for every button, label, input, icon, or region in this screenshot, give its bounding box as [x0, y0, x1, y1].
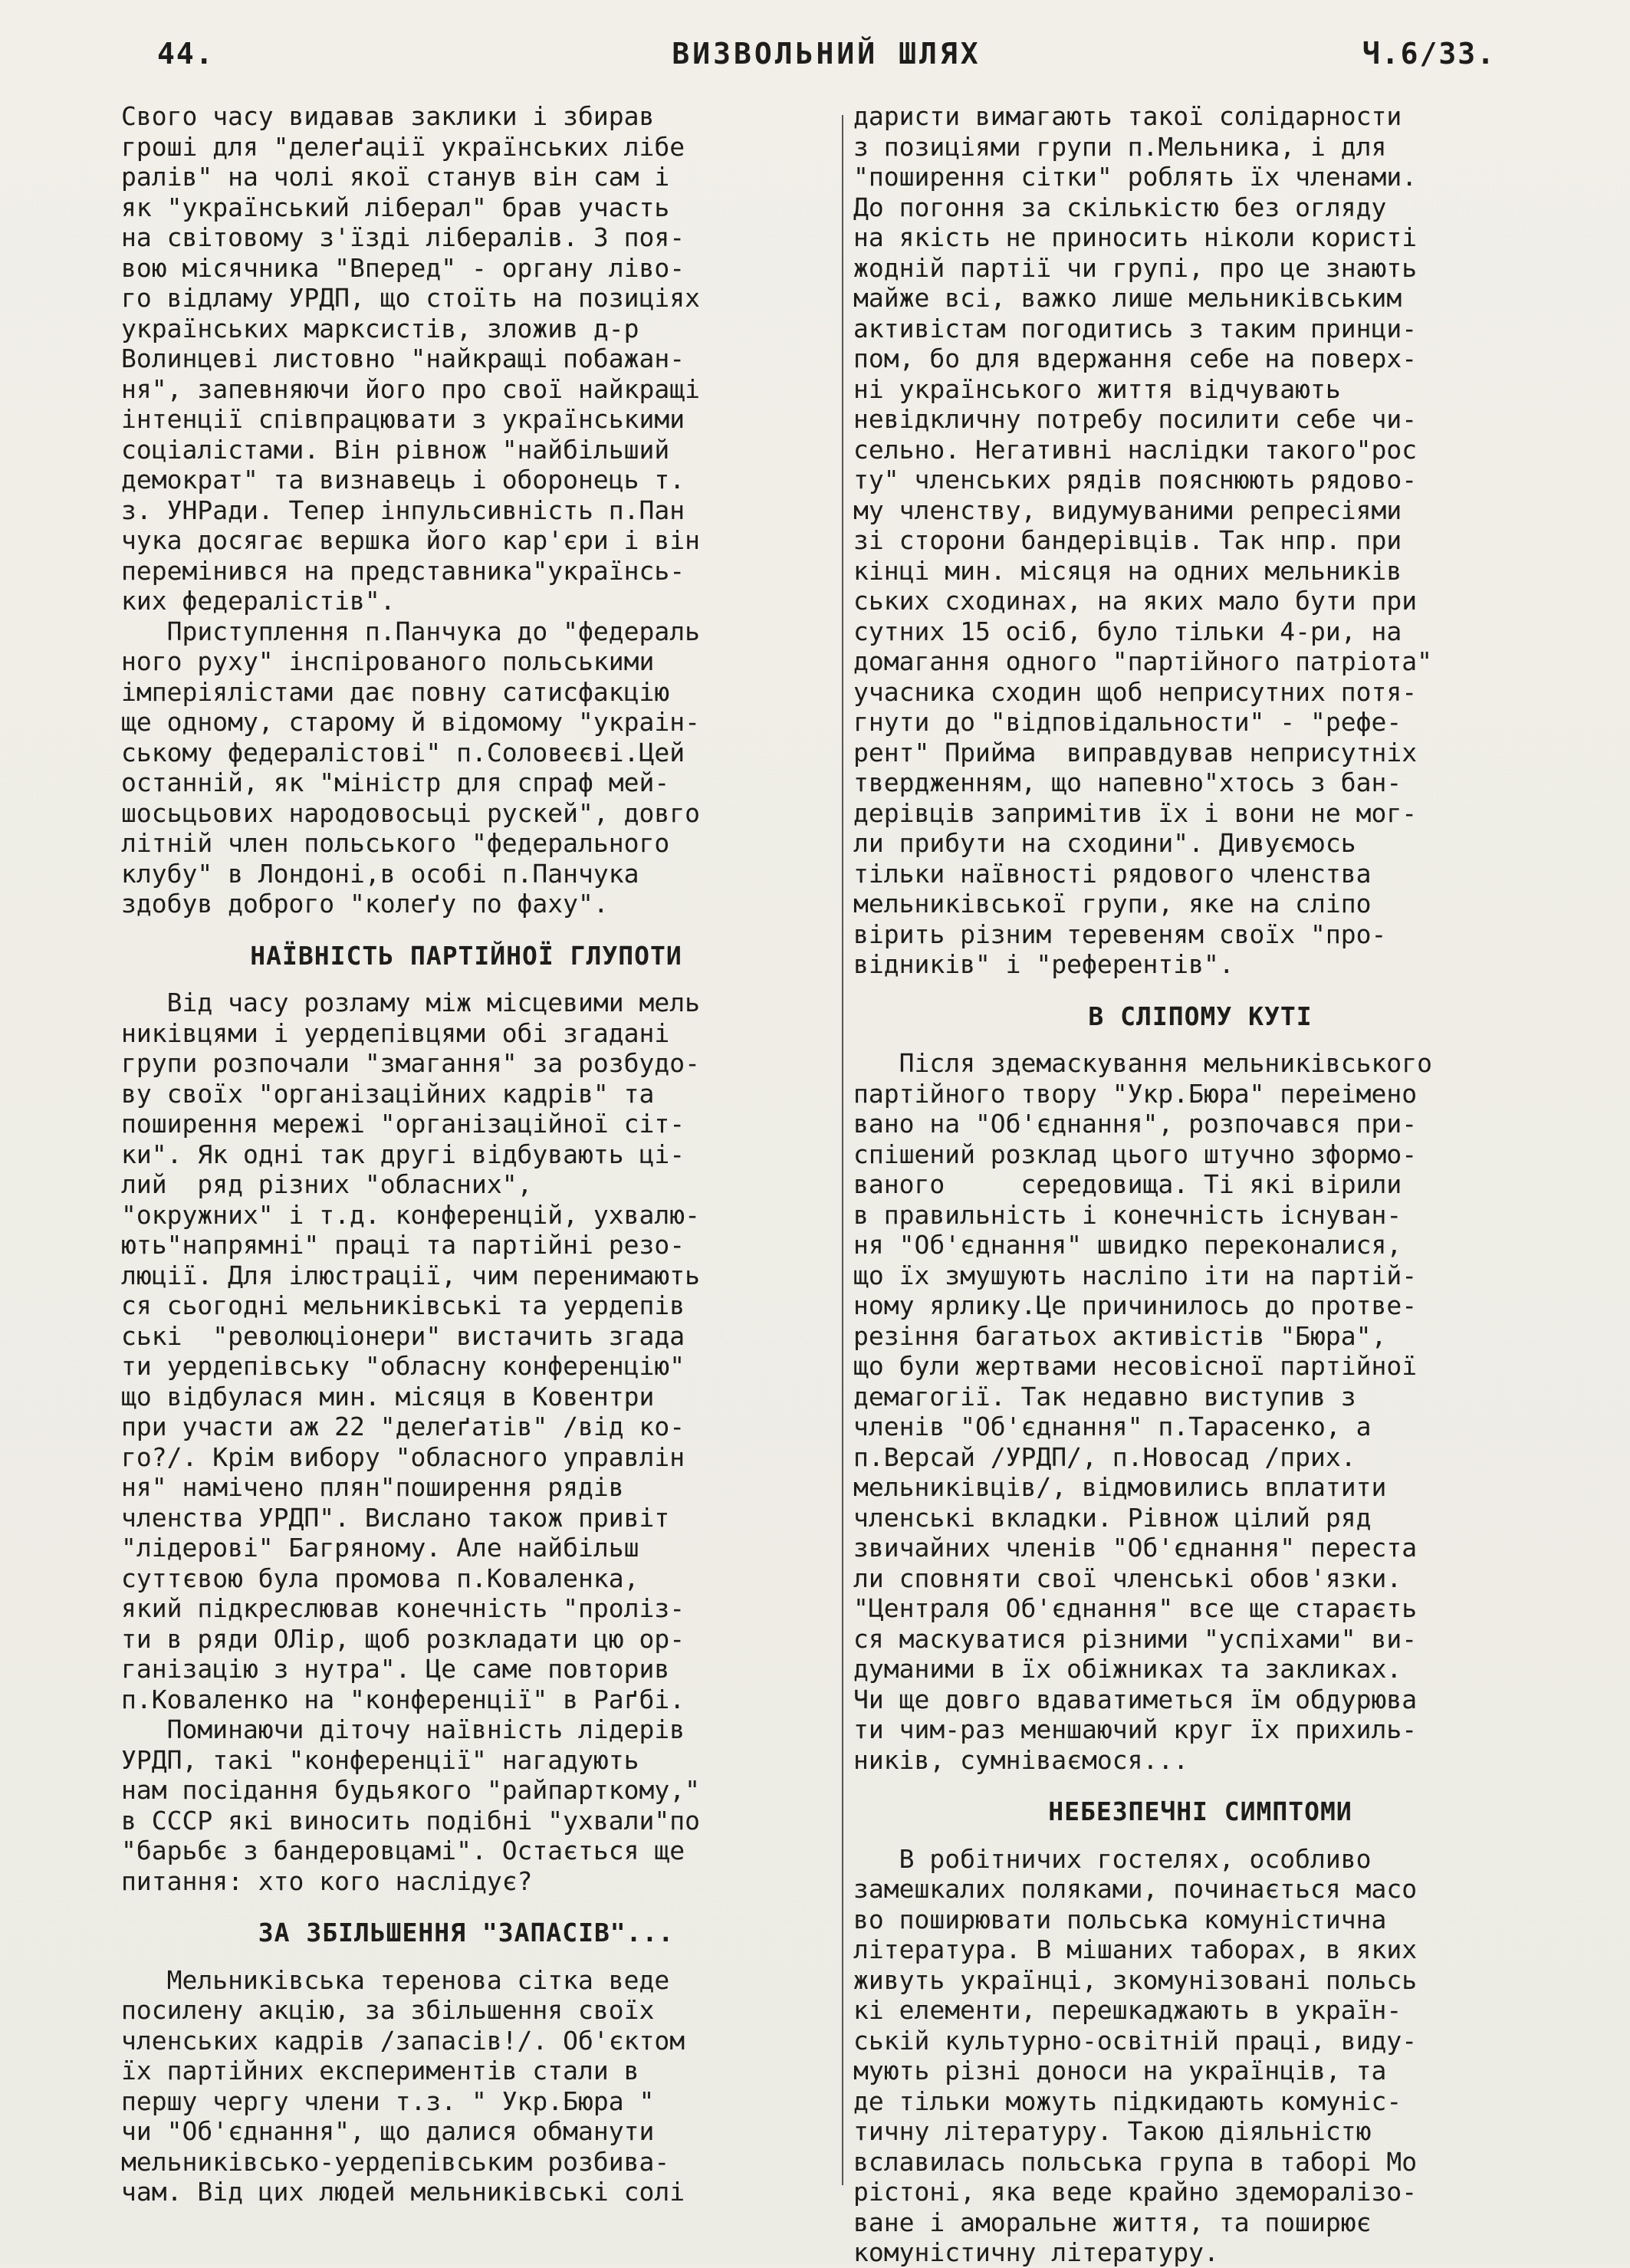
publication-title: ВИЗВОЛЬНИЙ ШЛЯХ: [672, 37, 981, 71]
left-para-5: [121, 1965, 811, 2207]
text-line: ти чим-раз меншаючий круг їх прихиль-: [853, 1714, 1418, 1744]
text-line: дaристи вимагають такої солідарности: [853, 101, 1402, 131]
text-line: що відбулася мин. місяця в Ковентри: [121, 1381, 655, 1412]
text-line: УРДП, такі "конференції" нагадують: [121, 1744, 639, 1775]
text-line: відників" і "референтів".: [853, 949, 1234, 979]
text-line: ти в ряди ОЛір, щоб розкладати цю ор-: [121, 1623, 685, 1654]
section-heading-symptomy: НЕБЕЗПЕЧНІ СИМПТОМИ: [1048, 1796, 1352, 1826]
text-line: думаними в їх обіжниках та закликах.: [853, 1654, 1402, 1684]
text-line: нам посідання будьякого "райпарткому,": [121, 1775, 700, 1805]
right-para-1: [853, 101, 1547, 980]
text-line: демагогії. Так недавно виступив з: [853, 1381, 1356, 1412]
text-line: групи розпочали "змагання" за розбудо-: [121, 1048, 700, 1078]
text-line: Від часу розламу між місцевими мель: [121, 988, 700, 1017]
text-line: ські "революціонери" вистачить згада: [121, 1320, 685, 1351]
text-line: соціалістами. Він рівнож "найбільший: [121, 434, 670, 465]
text-line: ських сходинах, на яких мало бути при: [853, 586, 1418, 616]
text-line: лий ряд різних "обласних",: [121, 1169, 533, 1199]
text-line: Волинцеві листовно "найкращі побажан-: [121, 343, 685, 373]
text-line: літній член польського "федерального: [121, 828, 670, 858]
text-line: питання: хто кого наслідує?: [121, 1865, 533, 1896]
text-line: тільки наївності рядового членства: [853, 858, 1372, 889]
text-line: ки". Як одні так другі відбувають ці-: [121, 1139, 685, 1169]
text-line: що їх змушують насліпо іти на партій-: [853, 1260, 1418, 1290]
text-line: "поширення сітки" роблять їх членами.: [853, 162, 1418, 192]
text-line: пом, бо для вдержання себе на поверх-: [853, 343, 1418, 373]
text-line: замешкалих поляками, починається масо: [853, 1874, 1418, 1904]
text-line: спішений розклад цього штучно зформо-: [853, 1139, 1418, 1169]
column-divider: [842, 115, 843, 2185]
text-line: активістам погодитись з таким принци-: [853, 313, 1418, 343]
text-line: гнути до "відповідальности" - "рефе-: [853, 707, 1402, 737]
text-line: ту" членських рядів пояснюють рядово-: [853, 465, 1418, 495]
text-line: членських кадрів /запасів!/. Об'єктом: [121, 2025, 685, 2056]
text-line: перемінився на представника"українсь-: [121, 555, 685, 586]
text-line: ській культурно-освітній праці, виду-: [853, 2025, 1418, 2056]
text-line: вірить різним теревеням своїх "про-: [853, 919, 1387, 949]
text-line: ся маскуватися різними "успіхами" ви-: [853, 1623, 1418, 1654]
text-line: посилену акцію, за збільшення своїх: [121, 1995, 655, 2025]
text-line: як "український ліберал" брав участь: [121, 192, 670, 222]
text-line: членства УРДП". Вислано також привіт: [121, 1502, 670, 1533]
text-line: Після здемаскування мельниківського: [853, 1048, 1432, 1078]
left-para-3: [121, 988, 811, 1714]
page-header: [157, 37, 1496, 83]
text-line: який підкреслював конечність "проліз-: [121, 1593, 685, 1623]
text-line: ні українського життя відчувають: [853, 373, 1341, 404]
text-line: "окружних" і т.д. конференцій, ухвалю-: [121, 1199, 700, 1230]
text-line: поширення мережі "організаційної сіт-: [121, 1109, 685, 1139]
text-line: кі елементи, перешкаджають в україн-: [853, 1995, 1402, 2025]
right-para-2: [853, 1048, 1547, 1775]
left-para-4: [121, 1714, 811, 1896]
text-line: ти уердепівську "обласну конференцію": [121, 1351, 685, 1381]
text-line: вою місячника "Вперед" - органу ліво-: [121, 252, 685, 283]
text-line: література. В мішаних таборах, в яких: [853, 1934, 1418, 1964]
text-line: що були жертвами несовісної партійної: [853, 1351, 1418, 1381]
text-line: живуть українці, зкомунізовані польсь: [853, 1964, 1418, 1995]
text-line: гроші для "делеґації українських лібе: [121, 131, 685, 162]
text-line: ників, сумніваємося...: [853, 1744, 1189, 1775]
text-line: сельно. Негативні наслідки такого"рос: [853, 434, 1418, 465]
text-line: інтенції співпрацювати з українськими: [121, 404, 685, 434]
text-line: жодній партії чи групі, про це знають: [853, 252, 1418, 283]
text-line: ли сповняти свої членські обов'язки.: [853, 1563, 1402, 1593]
text-line: членів "Об'єднання" п.Тарасенко, а: [853, 1412, 1372, 1441]
text-line: здобув доброго "колеґу по фаху".: [121, 889, 609, 919]
text-line: з позиціями групи п.Мельника, і для: [853, 131, 1387, 162]
text-line: Мельниківська теренова сітка веде: [121, 1964, 670, 1995]
text-line: "Централя Об'єднання" все ще старaєть: [853, 1593, 1418, 1623]
text-line: чи "Об'єднання", що далися обманути: [121, 2116, 655, 2146]
text-line: ганізацію з нутра". Це саме повторив: [121, 1654, 670, 1684]
text-line: з. УНРади. Тепер інпульсивність п.Пан: [121, 495, 685, 525]
text-line: дерівців запримітив їх і вони не мог-: [853, 797, 1418, 828]
text-line: останній, як "міністр для спраф мей-: [121, 768, 670, 797]
text-line: домагання одного "партійного патріота": [853, 646, 1432, 676]
text-line: го відламу УРДП, що стоїть на позиціях: [121, 283, 700, 313]
text-line: Поминаючи діточу наївність лідерів: [121, 1714, 685, 1744]
text-line: тичну літературу. Такою діяльністю: [853, 2116, 1372, 2146]
text-line: майже всі, важко лише мельниківським: [853, 283, 1402, 313]
text-line: В робітничих гостелях, особливо: [853, 1843, 1372, 1874]
text-line: ралів" на чолі якої станув він сам і: [121, 162, 670, 192]
text-line: чука досягає вершка його кар'єри і він: [121, 525, 700, 555]
text-line: де тільки можуть підкидають комуніс-: [853, 2086, 1402, 2116]
text-line: імперіялістами дає повну сатисфакцію: [121, 676, 670, 707]
text-line: Чи ще довго вдаватиметься їм обдурюва: [853, 1684, 1418, 1714]
text-line: го?/. Крім вибору "обласного управлін: [121, 1441, 685, 1472]
text-line: сутних 15 осіб, було тільки 4-ри, на: [853, 616, 1402, 646]
text-line: при участи аж 22 "делеґатів" /від ко-: [121, 1412, 685, 1441]
text-line: резіння багатьох активістів "Бюра",: [853, 1320, 1387, 1351]
text-line: мують різні доноси на українців, та: [853, 2056, 1387, 2086]
right-column: [853, 101, 1547, 2268]
left-para-2: [121, 616, 811, 919]
text-line: суттєвою була промова п.Коваленка,: [121, 1563, 639, 1593]
text-line: на світовому з'їзді лібералів. З поя-: [121, 222, 685, 252]
text-line: чам. Від цих людей мельниківські солі: [121, 2177, 685, 2207]
text-line: "барьбє з бандеровцамі". Остається ще: [121, 1836, 685, 1865]
text-line: му членству, видумуваними репресіями: [853, 495, 1402, 525]
text-line: До погоння за скількістю без огляду: [853, 192, 1387, 222]
text-line: п.Коваленко на "конференції" в Раґбі.: [121, 1684, 685, 1714]
text-line: ня" намічено плян"поширення рядів: [121, 1472, 624, 1502]
text-line: партійного твору "Укр.Бюра" переімено: [853, 1078, 1418, 1109]
text-line: ву своїх "організаційних кадрів" та: [121, 1078, 655, 1109]
right-para-3: [853, 1844, 1547, 2268]
text-line: ли прибути на сходини". Дивуємось: [853, 828, 1356, 858]
text-line: в СССР які виносить подібні "ухвали"по: [121, 1805, 700, 1836]
text-line: їх партійних експериментів стали в: [121, 2056, 639, 2086]
text-line: мельниківсько-уердепівським розбива-: [121, 2146, 670, 2177]
text-line: рент" Прийма виправдував неприсутніх: [853, 737, 1418, 768]
text-line: ваного середовища. Ті які вірили: [853, 1169, 1402, 1199]
text-line: ване і аморальне життя, та поширює: [853, 2207, 1372, 2237]
text-line: ному ярлику.Це причинилось до протве-: [853, 1290, 1418, 1320]
text-line: вславилась польська група в таборі Мо: [853, 2146, 1418, 2177]
left-column: [121, 101, 811, 2207]
text-line: п.Версай /УРДП/, п.Новосад /прих.: [853, 1441, 1356, 1472]
text-line: першу чергу члени т.з. " Укр.Бюра ": [121, 2086, 655, 2116]
text-line: в правильність і конечність існуван-: [853, 1199, 1402, 1230]
text-line: ському федералістові" п.Соловеєві.Цей: [121, 737, 685, 768]
text-line: мельниківської групи, яке на сліпо: [853, 889, 1372, 919]
text-line: ще одному, старому й відомому "украін-: [121, 707, 700, 737]
text-line: учасника сходин щоб неприсутних потя-: [853, 676, 1418, 707]
left-para-1: [121, 101, 811, 616]
text-line: шосьцьових народовосьці рускей", довго: [121, 797, 700, 828]
text-line: зі сторони бандерівців. Так нпр. при: [853, 525, 1402, 555]
page-number: 44.: [157, 37, 215, 71]
text-line: Приступлення п.Панчука до "федераль: [121, 616, 700, 646]
text-line: на якість не приносить ніколи користі: [853, 222, 1418, 252]
text-line: ня", запевняючи його про свої найкращі: [121, 373, 700, 404]
text-line: невідкличну потребу посилити себе чи-: [853, 404, 1418, 434]
text-line: членські вкладки. Рівнож цілий ряд: [853, 1502, 1372, 1533]
text-line: звичайних членів "Об'єднання" переста: [853, 1533, 1418, 1563]
text-line: клубу" в Лондоні,в особі п.Панчука: [121, 858, 639, 889]
text-line: вано на "Об'єднання", розпочався при-: [853, 1109, 1418, 1139]
text-line: ють"напрямні" праці та партійні резо-: [121, 1230, 685, 1260]
text-line: Свого часу видавав заклики і збирав: [121, 101, 655, 131]
text-line: люції. Для ілюстрації, чим перенимають: [121, 1260, 700, 1290]
text-line: ких федералістів".: [121, 586, 396, 616]
text-line: ного руху" інспірованого польськими: [121, 646, 655, 676]
issue-number: Ч.6/33.: [1362, 37, 1496, 71]
text-line: "лідерові" Багряному. Але найбільш: [121, 1533, 639, 1563]
text-line: кінці мин. місяця на одних мельників: [853, 555, 1402, 586]
text-line: твердженням, що напевно"хтось з бан-: [853, 768, 1402, 797]
text-line: мельниківців/, відмовились вплатити: [853, 1472, 1387, 1502]
text-line: українських марксистів, зложив д-р: [121, 313, 639, 343]
text-line: ся сьогодні мельниківські та уердепів: [121, 1290, 685, 1320]
section-heading-slipomu-kuti: В СЛІПОМУ КУТІ: [1088, 1001, 1313, 1031]
text-line: никівцями і уердепівцями обі згадані: [121, 1017, 670, 1048]
text-line: комуністичну літературу.: [853, 2237, 1219, 2267]
section-heading-naivnist: НАЇВНІСТЬ ПАРТІЙНОЇ ГЛУПОТИ: [250, 940, 682, 971]
text-line: демократ" та визнавець і оборонець т.: [121, 465, 685, 495]
text-line: во поширювати польська комуністична: [853, 1904, 1387, 1934]
text-line: рістоні, яка веде крайно здеморалізо-: [853, 2177, 1418, 2207]
text-line: ня "Об'єднання" швидко переконалися,: [853, 1230, 1402, 1260]
section-heading-zapasiv: ЗА ЗБІЛЬШЕННЯ "ЗАПАСІВ"...: [258, 1918, 675, 1948]
